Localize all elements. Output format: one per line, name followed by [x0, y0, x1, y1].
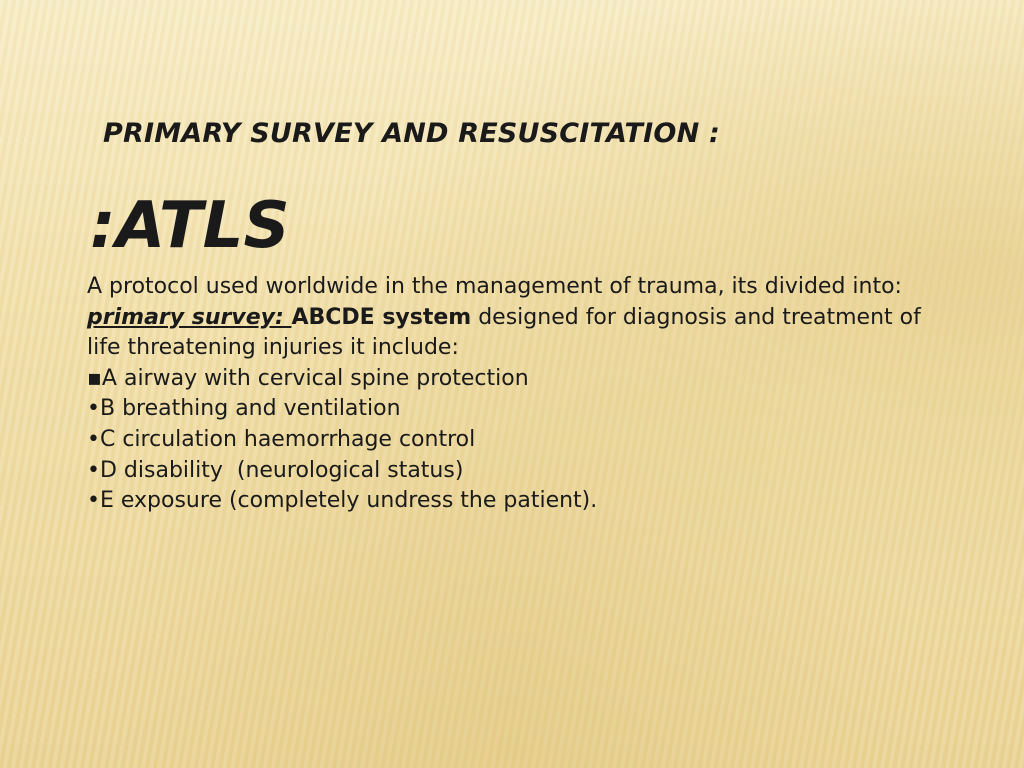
list-item [87, 394, 947, 425]
list-item-text: E exposure (completely undress the patient). [99, 488, 598, 514]
list-item [87, 364, 947, 395]
bullet-icon: • [87, 426, 100, 452]
abcde-system-label: ABCDE system [291, 304, 472, 330]
list-item [87, 425, 947, 456]
slide-body [87, 272, 947, 517]
primary-survey-description: designed for diagnosis and treatment of life threatening injuries it include: [87, 304, 921, 361]
atls-heading: :ATLS [90, 189, 290, 263]
primary-survey-paragraph [87, 303, 947, 364]
bullet-icon: • [87, 396, 100, 422]
list-item-text: B breathing and ventilation [99, 396, 401, 422]
bullet-icon: • [87, 488, 100, 514]
list-item-text: D disability (neurological status) [99, 457, 464, 483]
list-item [87, 456, 947, 487]
list-item-text: A airway with cervical spine protection [101, 365, 529, 391]
list-item [87, 486, 947, 517]
bullet-icon: • [87, 457, 100, 483]
intro-text: A protocol used worldwide in the management of trauma, its divided into: [87, 274, 902, 299]
slide-title: PRIMARY SURVEY AND RESUSCITATION : [103, 118, 720, 149]
square-bullet-icon: ▪ [87, 365, 102, 391]
primary-survey-label: primary survey: [87, 304, 292, 330]
abcde-list [87, 364, 947, 517]
list-item-text: C circulation haemorrhage control [99, 426, 476, 452]
